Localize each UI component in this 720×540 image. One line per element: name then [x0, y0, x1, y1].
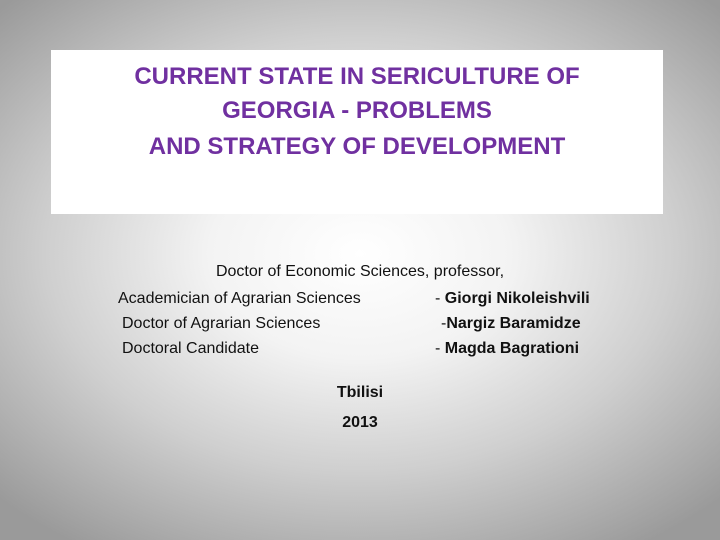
author-name-text-1: Giorgi Nikoleishvili	[444, 290, 590, 307]
author-role-3: Doctoral Candidate	[122, 340, 259, 357]
author-prefix-3: -	[435, 340, 445, 357]
author-name-text-3: Magda Bagrationi	[444, 340, 580, 357]
title-line-2: GEORGIA - PROBLEMS	[222, 97, 492, 124]
author-role-1: Academician of Agrarian Sciences	[118, 290, 361, 307]
author-name-1	[435, 289, 590, 309]
title-line-1: CURRENT STATE IN SERICULTURE OF	[134, 63, 580, 90]
title-box	[51, 50, 663, 214]
title-line-3: AND STRATEGY OF DEVELOPMENT	[148, 133, 566, 160]
author-role-2: Doctor of Agrarian Sciences	[122, 315, 321, 332]
author-name-3	[435, 339, 579, 359]
city: Tbilisi	[336, 384, 384, 401]
author-name-2	[441, 314, 581, 334]
author-name-text-2: Nargiz Baramidze	[446, 315, 581, 332]
author-prefix-2: -	[441, 315, 447, 332]
year: 2013	[342, 414, 378, 431]
subtitle: Doctor of Economic Sciences, professor,	[215, 263, 505, 280]
author-prefix-1: -	[435, 290, 445, 307]
